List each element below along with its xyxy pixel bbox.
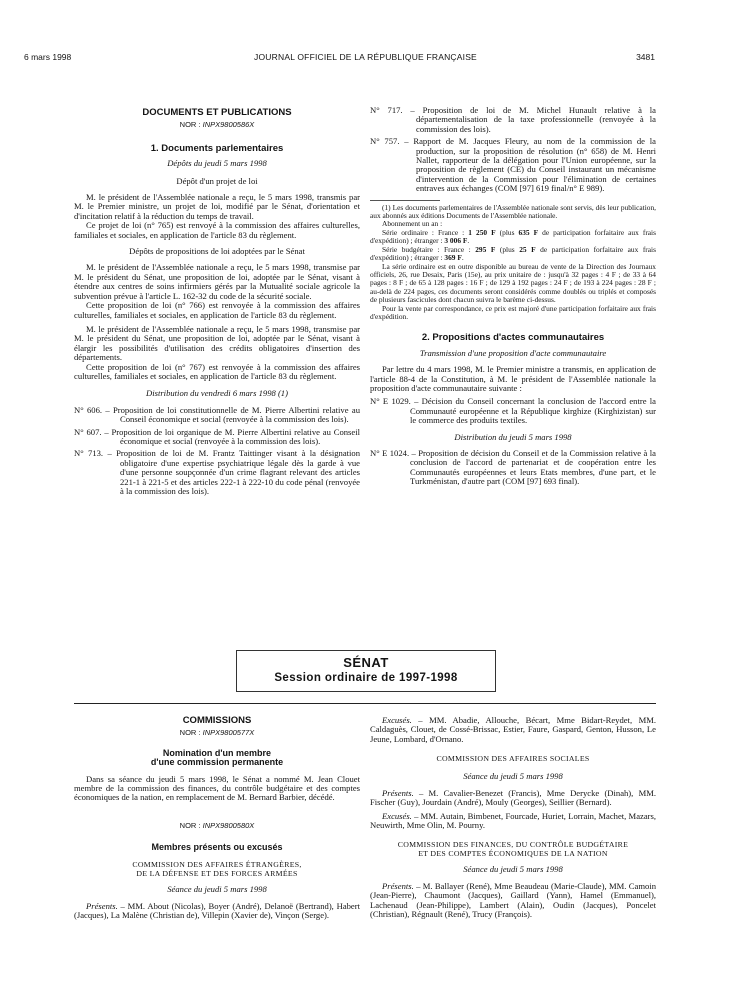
nomination-title: Nomination d'un membre d'une commission permanente — [150, 747, 284, 768]
page-header — [0, 52, 731, 68]
list-item: N° 606. – Proposition de loi constitutionnelle de M. Pierre Albertini relative au Conseil économique et social (renvoyée à la commission des lois). — [74, 404, 360, 425]
paragraph: M. le président de l'Assemblée nationale a reçu, le 5 mars 1998, transmise par M. le président du Sénat, une proposition de loi, adoptée par le Sénat, visant à élargir les possibilités d'utilisation des crédits obligatoires d'insertion des départements. — [74, 323, 360, 363]
list-item: N° E 1029. – Décision du Conseil concernant la conclusion de l'accord entre la Communauté européenne et la République kirghize (Kirghizistan) sur le commerce des produits textiles. — [370, 396, 656, 426]
depots-date: Dépôts du jeudi 5 mars 1998 — [167, 158, 267, 169]
paragraph: Ce projet de loi (n° 765) est renvoyé à la commission des affaires culturelles, familiales et sociales, en application de l'article 83 du règlement. — [74, 220, 360, 240]
right-column-bottom — [370, 716, 656, 920]
paragraph: Cette proposition de loi (n° 766) est renvoyée à la commission des affaires culturelles, familiales et sociales, en application de l'article 83 du règlement. — [74, 300, 360, 320]
paragraph: Cette proposition de loi (n° 767) est renvoyée à la commission des affaires culturelles, familiales et sociales, en application de l'article 83 du règlement. — [74, 361, 360, 381]
divider — [74, 703, 656, 704]
list-item: N° 757. – Rapport de M. Jacques Fleury, au nom de la commission de la production, sur la proposition de résolution (n° 658) de M. Henri Nallet, rapporteur de la délégation pour l'Union européenne, sur la proposition de règlement (CE) du Conseil instaurant un mécanisme d'intervention de la Commission pour l'élimination de certaines entraves aux échanges (COM [97] 619 final/n° E 989). — [370, 136, 656, 194]
list-item: N° 713. – Proposition de loi de M. Frantz Taittinger visant à la désignation obligatoire d'une expertise psychiatrique légale dès la garde à vue d'une personne soupçonnée d'un crime flagrant relevant des articles 221-1 à 221-5 et des articles 222-1 à 222-10 du code pénal (renvoyée à la commission des lois). — [74, 448, 360, 496]
right-column-top — [370, 106, 656, 487]
docs-nor: NOR : INPX9800586X — [179, 120, 255, 130]
left-column-bottom — [74, 716, 360, 921]
paragraph: M. le président de l'Assemblée nationale a reçu, le 5 mars 1998, transmise par M. le président du Sénat, une proposition de loi, adoptée par le Sénat, visant à étendre aux centres de soins infirmiers gérés par la Mutualité sociale agricole la subvention prévue à l'article L. 162-32 du code de la sécurité sociale. — [74, 262, 360, 301]
depot-propositions-heading: Dépôts de propositions de loi adoptées par le Sénat — [129, 246, 305, 257]
senat-box — [236, 650, 496, 692]
seance-date: Séance du jeudi 5 mars 1998 — [167, 884, 267, 895]
commissions-title: COMMISSIONS — [182, 715, 252, 726]
paragraph: Par lettre du 4 mars 1998, M. le Premier ministre a transmis, en application de l'article 88-4 de la Constitution, à M. le président de l'Assemblée nationale la proposition d'acte communautaire suivante : — [370, 364, 656, 393]
footnote-rule — [370, 200, 440, 201]
distribution-date: Distribution du vendredi 6 mars 1998 (1) — [146, 388, 288, 399]
section-1-title: 1. Documents parlementaires — [150, 142, 284, 154]
excuses-list: Excusés. – MM. Abadie, Allouche, Bécart, Mme Bidart-Reydet, MM. Caldaguès, Clouet, de Cossé-Brissac, Estier, Faure, Gaspard, Genton, Husson, Le Jeune, Lombard, d'Ornano. — [370, 715, 656, 744]
commissions-nor-2: NOR : INPX9800580X — [179, 820, 255, 830]
senat-title: SÉNAT — [343, 655, 389, 670]
presents-list: Présents. – MM. About (Nicolas), Boyer (André), Delanoë (Bertrand), Habert (Jacques), La Malène (Christian de), Villepin (Xavier de), Vinçon (Serge). — [74, 900, 360, 921]
footnote: (1) Les documents parlementaires de l'Assemblée nationale sont servis, dès leur publication, aux abonnés aux éditions Documents de l'Assemblée nationale. Abonnement un an : Série ordinaire : France : 1 250 F (plus 635 F de participation forfaitaire aux frais d'expédition) ; étranger : 3 006 F. Série budgétaire : France : 295 F (plus 25 F de participation forfaitaire aux frais d'expédition) ; étranger : 369 F. La série ordinaire est en outre disponible au bureau de vente de la Direction des Journaux officiels, 26, rue Desaix, Paris (15e), au prix unitaire de : jusqu'à 32 pages : 4 F ; de 33 à 64 pages : 8 F ; de 65 à 128 pages : 16 F ; de 129 à 192 pages : 24 F ; de 193 à 224 pages : 28 F ; au-delà de 224 pages, ces documents seront considérés comme doublés ou triplés et composés de plusieurs fascicules dont chacun suivra le barème ci-dessus. Pour la vente par correspondance, ce prix est majoré d'une participation forfaitaire aux frais d'expédition. — [370, 202, 656, 321]
seance-date: Séance du jeudi 5 mars 1998 — [463, 770, 563, 781]
transmission-heading: Transmission d'une proposition d'acte communautaire — [419, 347, 607, 358]
depot-projet-heading: Dépôt d'un projet de loi — [176, 175, 258, 186]
seance-date: Séance du jeudi 5 mars 1998 — [463, 864, 563, 875]
commission-name: COMMISSION DES FINANCES, DU CONTRÔLE BUDGÉTAIRE ET DES COMPTES ÉCONOMIQUES DE LA NATION — [397, 839, 629, 859]
commissions-nor: NOR : INPX9800577X — [179, 728, 255, 738]
docs-title: DOCUMENTS ET PUBLICATIONS — [142, 107, 292, 118]
membres-title: Membres présents ou excusés — [151, 842, 283, 853]
left-column-top — [74, 108, 360, 496]
excuses-list: Excusés. – MM. Autain, Bimbenet, Fourcade, Huriet, Lorrain, Machet, Mazars, Neuwirth, Mme Olin, M. Pourny. — [370, 810, 656, 831]
distribution-jeudi: Distribution du jeudi 5 mars 1998 — [454, 431, 572, 442]
page-number: 3481 — [636, 52, 655, 62]
paragraph: Dans sa séance du jeudi 5 mars 1998, le Sénat a nommé M. Jean Clouet membre de la commission des finances, du contrôle budgétaire et des comptes économiques de la nation, en remplacement de M. Bernard Barbier, décédé. — [74, 773, 360, 803]
section-2-title: 2. Propositions d'actes communautaires — [421, 332, 605, 344]
list-item: N° 607. – Proposition de loi organique de M. Pierre Albertini relative au Conseil économique et social (renvoyée à la commission des lois). — [74, 426, 360, 446]
session-title: Session ordinaire de 1997-1998 — [274, 672, 458, 684]
presents-list: Présents. – M. Cavalier-Benezet (Francis), Mme Derycke (Dinah), MM. Fischer (Guy), Jourdain (André), Mouly (Georges), Seillier (Bernard). — [370, 788, 656, 808]
presents-list: Présents. – M. Ballayer (René), Mme Beaudeau (Marie-Claude), MM. Camoin (Jean-Pierre), Chaumont (Jacques), Gaillard (Yann), Hamel (Emmanuel), Lachenaud (Jean-Philippe), Lambert (Alain), Oudin (Jacques), Poncelet (Christian), Régnault (René), Trucy (François). — [370, 880, 656, 920]
list-item: N° E 1024. – Proposition de décision du Conseil et de la Commission relative à la conclusion de l'accord de partenariat et de coopération entre les Communautés européennes et leurs Etats membres, d'une part, et le Turkménistan, d'autre part (COM [97] 693 final). — [370, 448, 656, 487]
list-item: N° 717. – Proposition de loi de M. Michel Hunault relative à la départementalisation de la taxe professionnelle (renvoyée à la commission des lois). — [370, 105, 656, 134]
header-date: 6 mars 1998 — [24, 52, 72, 62]
commission-name: COMMISSION DES AFFAIRES ÉTRANGÈRES, DE LA DÉFENSE ET DES FORCES ARMÉES — [132, 859, 302, 879]
commission-name: COMMISSION DES AFFAIRES SOCIALES — [436, 754, 590, 764]
paragraph: M. le président de l'Assemblée nationale a reçu, le 5 mars 1998, transmis par M. le Premier ministre, un projet de loi, modifié par le Sénat, d'orientation et d'incitation relatif à la réduction du temps de travail. — [74, 192, 360, 221]
journal-title: JOURNAL OFFICIEL DE LA RÉPUBLIQUE FRANÇAISE — [254, 52, 477, 62]
